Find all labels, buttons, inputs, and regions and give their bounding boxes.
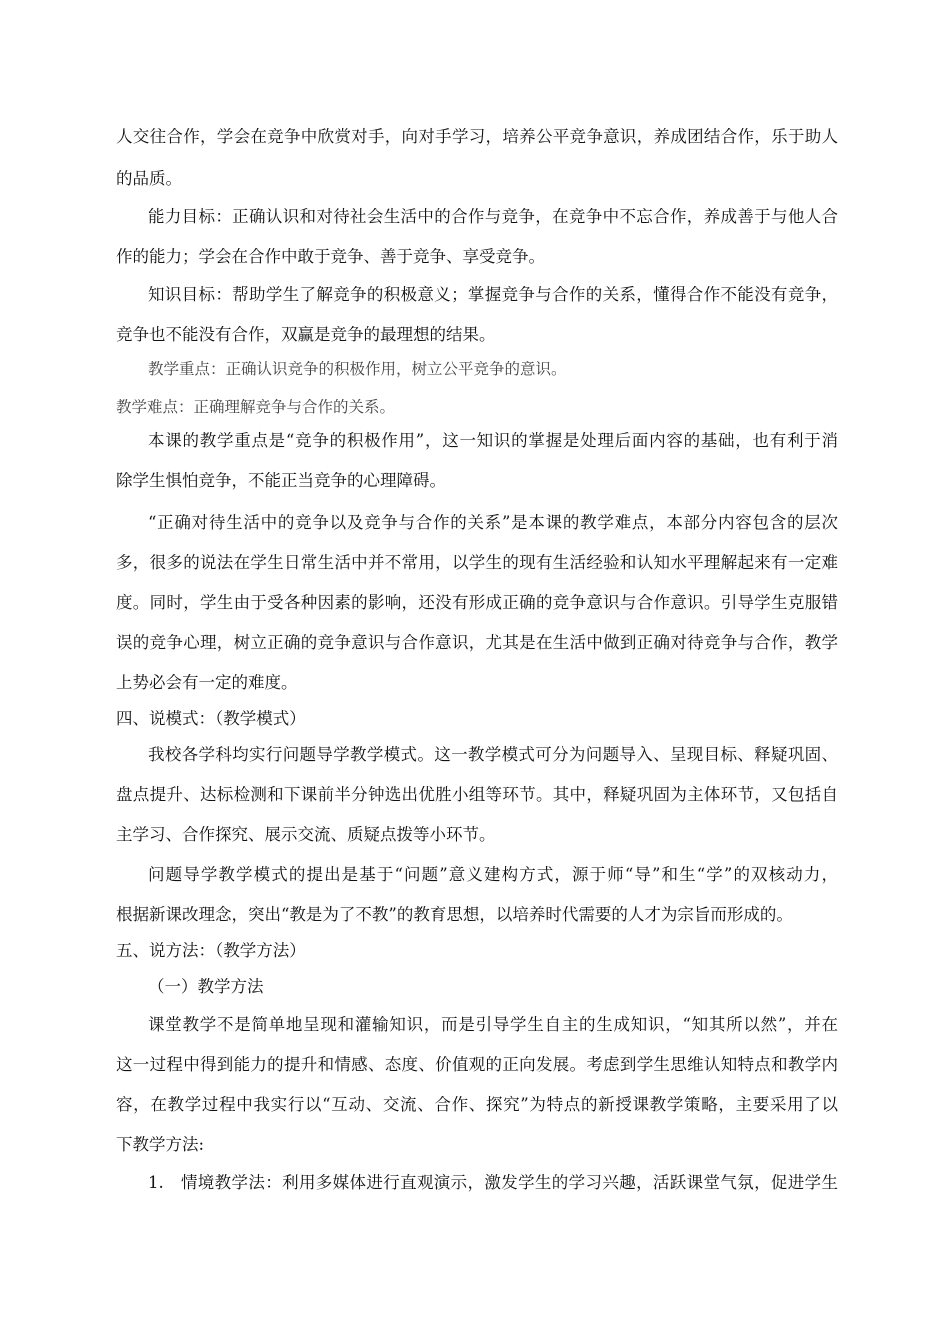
paragraph-line: 多，很多的说法在学生日常生活中并不常用，以学生的现有生活经验和认知水平理解起来有一定难 bbox=[116, 553, 838, 572]
section-heading: 五、说方法：（教学方法） bbox=[116, 941, 306, 960]
difficulty-line: 教学难点：正确理解竞争与合作的关系。 bbox=[116, 398, 396, 416]
paragraph-line: 根据新课改理念，突出“教是为了不教”的教育思想，以培养时代需要的人才为宗旨而形成的。 bbox=[116, 905, 793, 924]
paragraph-line: 竞争也不能没有合作，双赢是竞争的最理想的结果。 bbox=[116, 325, 496, 344]
subsection-heading: （一）教学方法 bbox=[148, 977, 264, 996]
paragraph-line: 我校各学科均实行问题导学教学模式。这一教学模式可分为问题导入、呈现目标、释疑巩固、 bbox=[148, 745, 838, 764]
paragraph-line: 主学习、合作探究、展示交流、质疑点拨等小环节。 bbox=[116, 825, 496, 844]
paragraph-line: 度。同时，学生由于受各种因素的影响，还没有形成正确的竞争意识与合作意识。引导学生克服错 bbox=[116, 593, 838, 612]
key-point-line: 教学重点：正确认识竞争的积极作用，树立公平竞争的意识。 bbox=[148, 360, 567, 378]
paragraph-line: 本课的教学重点是“竞争的积极作用”，这一知识的掌握是处理后面内容的基础，也有利于消 bbox=[148, 431, 838, 450]
section-heading: 四、说模式：（教学模式） bbox=[116, 709, 306, 728]
paragraph-line: 容，在教学过程中我实行以“互动、交流、合作、探究”为特点的新授课教学策略，主要采用了以 bbox=[116, 1095, 838, 1114]
paragraph-line: 这一过程中得到能力的提升和情感、态度、价值观的正向发展。考虑到学生思维认知特点和教学内 bbox=[116, 1055, 838, 1074]
paragraph-line: 课堂教学不是简单地呈现和灌输知识，而是引导学生自主的生成知识，“知其所以然”，并在 bbox=[148, 1015, 838, 1034]
paragraph-line: 的品质。 bbox=[116, 169, 182, 188]
paragraph-line: 问题导学教学模式的提出是基于“问题”意义建构方式，源于师“导”和生“学”的双核动力， bbox=[148, 865, 838, 884]
paragraph-line: 知识目标：帮助学生了解竞争的积极意义；掌握竞争与合作的关系，懂得合作不能没有竞争， bbox=[148, 285, 838, 304]
paragraph-line: 除学生惧怕竞争，不能正当竞争的心理障碍。 bbox=[116, 471, 446, 490]
paragraph-line: 上势必会有一定的难度。 bbox=[116, 673, 298, 692]
paragraph-line: 作的能力；学会在合作中敢于竞争、善于竞争、享受竞争。 bbox=[116, 247, 545, 266]
paragraph-line: “正确对待生活中的竞争以及竞争与合作的关系”是本课的教学难点，本部分内容包含的层次 bbox=[148, 513, 838, 532]
list-item: 1. 情境教学法：利用多媒体进行直观演示，激发学生的学习兴趣，活跃课堂气氛，促进学生 bbox=[148, 1173, 838, 1192]
paragraph-line: 人交往合作，学会在竞争中欣赏对手，向对手学习，培养公平竞争意识，养成团结合作，乐于助人 bbox=[116, 127, 838, 146]
paragraph-line: 误的竞争心理，树立正确的竞争意识与合作意识，尤其是在生活中做到正确对待竞争与合作，教学 bbox=[116, 633, 838, 652]
paragraph-line: 下教学方法: bbox=[116, 1135, 205, 1154]
paragraph-line: 能力目标：正确认识和对待社会生活中的合作与竞争，在竞争中不忘合作，养成善于与他人合 bbox=[148, 207, 838, 226]
paragraph-line: 盘点提升、达标检测和下课前半分钟选出优胜小组等环节。其中，释疑巩固为主体环节，又包括自 bbox=[116, 785, 838, 804]
